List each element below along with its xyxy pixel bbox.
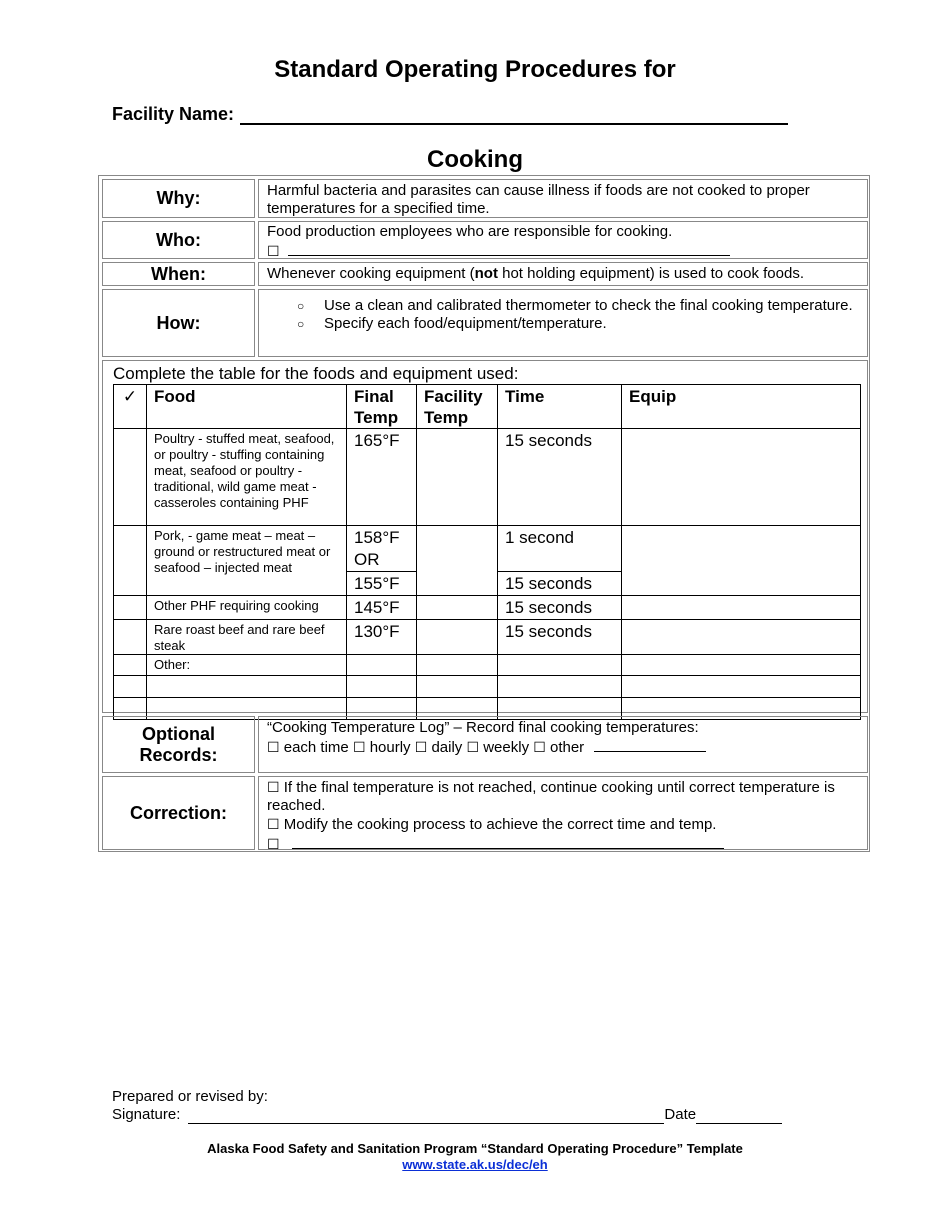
final-temp-cell[interactable] — [347, 676, 417, 698]
equip-cell[interactable] — [622, 620, 861, 655]
table-row — [114, 596, 861, 620]
check-cell[interactable] — [114, 429, 147, 526]
food-cell: Pork, - game meat – meat – ground or restructured meat or seafood – injected meat — [147, 526, 347, 596]
check-cell[interactable] — [114, 620, 147, 655]
other-blank[interactable] — [594, 737, 706, 752]
time-cell: 15 seconds — [498, 620, 622, 655]
equip-cell[interactable] — [622, 655, 861, 676]
checkbox-icon[interactable]: ☐ — [466, 739, 480, 755]
facility-temp-cell[interactable] — [417, 596, 498, 620]
who-cell — [258, 221, 868, 259]
food-cell: Other PHF requiring cooking — [147, 596, 347, 620]
food-cell[interactable] — [147, 676, 347, 698]
optional-records-label: Optional Records: — [102, 716, 255, 773]
record-options: ☐ each time ☐ hourly ☐ daily ☐ weekly ☐ other — [267, 737, 859, 757]
food-cell: Rare roast beef and rare beef steak — [147, 620, 347, 655]
correction-blank[interactable] — [292, 834, 724, 849]
facility-temp-header: Facility Temp — [417, 385, 498, 429]
check-header: ✓ — [114, 385, 147, 429]
who-text: Food production employees who are responsible for cooking. — [267, 223, 673, 240]
equip-header: Equip — [622, 385, 861, 429]
table-row — [114, 676, 861, 698]
checkbox-icon[interactable]: ☐ — [414, 739, 428, 755]
check-cell[interactable] — [114, 526, 147, 596]
check-cell[interactable] — [114, 596, 147, 620]
section-title: Cooking — [427, 146, 523, 173]
facility-temp-cell[interactable] — [417, 526, 498, 596]
checkbox-icon[interactable]: ☐ — [267, 739, 280, 755]
optional-records-row — [102, 716, 868, 773]
equip-cell[interactable] — [622, 676, 861, 698]
equip-cell[interactable] — [622, 596, 861, 620]
how-cell — [258, 289, 868, 357]
checkbox-icon[interactable]: ☐ — [267, 779, 280, 795]
final-temp-cell: 145°F — [347, 596, 417, 620]
when-row — [102, 262, 868, 286]
when-text: Whenever cooking equipment (not hot holding equipment) is used to cook foods. — [258, 262, 868, 286]
how-item: ○ Specify each food/equipment/temperature. — [297, 315, 607, 332]
facility-name-field[interactable] — [112, 104, 788, 125]
bullet-icon: ○ — [297, 299, 305, 313]
table-header-row — [114, 385, 861, 429]
facility-temp-cell[interactable] — [417, 620, 498, 655]
table-row — [114, 655, 861, 676]
time-cell: 1 second — [498, 526, 622, 572]
correction-label: Correction: — [102, 776, 255, 850]
correction-row — [102, 776, 868, 850]
who-blank[interactable] — [288, 241, 730, 256]
time-cell: 15 seconds — [498, 596, 622, 620]
checkbox-icon[interactable]: ☐ — [352, 739, 366, 755]
facility-temp-cell[interactable] — [417, 655, 498, 676]
time-cell[interactable] — [498, 655, 622, 676]
facility-temp-cell[interactable] — [417, 429, 498, 526]
final-temp-cell: 165°F — [347, 429, 417, 526]
equip-cell[interactable] — [622, 429, 861, 526]
time-header: Time — [498, 385, 622, 429]
page-title: Standard Operating Procedures for — [274, 56, 676, 83]
optional-records-cell — [258, 716, 868, 773]
who-row — [102, 221, 868, 259]
correction-cell — [258, 776, 868, 850]
correction-item: ☐ Modify the cooking process to achieve the correct time and temp. — [267, 816, 717, 833]
foods-section — [102, 360, 868, 713]
checkbox-icon[interactable]: ☐ — [267, 836, 280, 852]
check-cell[interactable] — [114, 655, 147, 676]
why-label: Why: — [102, 179, 255, 218]
final-temp-cell[interactable] — [347, 655, 417, 676]
food-header: Food — [147, 385, 347, 429]
facility-temp-cell[interactable] — [417, 676, 498, 698]
signature-field[interactable] — [188, 1109, 664, 1124]
checkbox-icon[interactable]: ☐ — [533, 739, 546, 755]
food-cell: Other: — [147, 655, 347, 676]
signature-label: Signature: — [112, 1106, 181, 1123]
date-label: Date — [664, 1106, 697, 1123]
signature-row — [112, 1106, 782, 1124]
correction-item — [267, 834, 859, 854]
final-temp-cell: 158°F OR — [347, 526, 417, 572]
foods-table — [113, 384, 861, 720]
prepared-by-label: Prepared or revised by: — [112, 1088, 268, 1105]
how-label: How: — [102, 289, 255, 357]
table-row — [114, 429, 861, 526]
checkbox-icon[interactable]: ☐ — [267, 816, 280, 832]
correction-item: ☐ If the final temperature is not reached, continue cooking until correct temperature is reached. — [267, 779, 835, 814]
time-cell[interactable] — [498, 676, 622, 698]
bullet-icon: ○ — [297, 317, 305, 331]
why-row — [102, 179, 868, 218]
date-field[interactable] — [696, 1109, 782, 1124]
who-checkbox[interactable]: ☐ — [267, 243, 280, 259]
final-temp-header: Final Temp — [347, 385, 417, 429]
equip-cell[interactable] — [622, 526, 861, 596]
who-label: Who: — [102, 221, 255, 259]
when-label: When: — [102, 262, 255, 286]
final-temp-cell: 130°F — [347, 620, 417, 655]
table-row — [114, 526, 861, 572]
foods-instruction: Complete the table for the foods and equipment used: — [113, 364, 519, 383]
prepared-by-block — [112, 1088, 782, 1124]
final-temp-cell: 155°F — [347, 572, 417, 596]
facility-name-blank[interactable] — [240, 105, 788, 125]
footer — [0, 1141, 950, 1173]
why-text: Harmful bacteria and parasites can cause illness if foods are not cooked to proper temperatures for a specified time. — [258, 179, 868, 218]
optional-records-text: “Cooking Temperature Log” – Record final cooking temperatures: — [267, 719, 699, 736]
food-cell: Poultry - stuffed meat, seafood, or poultry - stuffing containing meat, seafood or poultry - traditional, wild game meat - casseroles containing PHF — [147, 429, 347, 526]
time-cell: 15 seconds — [498, 572, 622, 596]
program-link[interactable]: www.state.ak.us/dec/eh — [402, 1157, 548, 1172]
check-cell[interactable] — [114, 676, 147, 698]
facility-name-label: Facility Name: — [112, 104, 235, 124]
how-list — [267, 297, 859, 333]
how-row — [102, 289, 868, 357]
program-name: Alaska Food Safety and Sanitation Program “Standard Operating Procedure” Template — [207, 1141, 743, 1156]
how-item: ○ Use a clean and calibrated thermometer to check the final cooking temperature. — [297, 297, 853, 314]
table-row — [114, 620, 861, 655]
time-cell: 15 seconds — [498, 429, 622, 526]
